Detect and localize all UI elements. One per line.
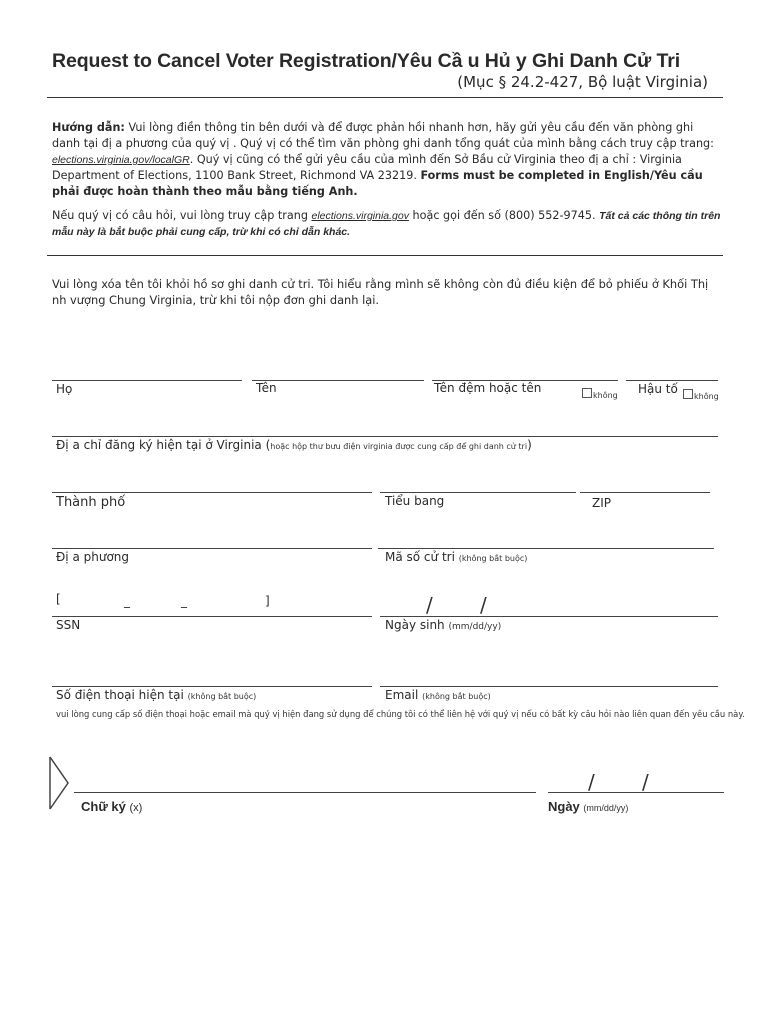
no-middle-checkbox[interactable] [582,383,618,402]
suffix-label: Hậu tố [638,382,678,396]
header-divider [47,97,723,98]
phone-optional: (không bắt buộc) [187,692,257,701]
no-suffix-checkbox[interactable] [683,384,719,403]
required-notice: Tất cả các thông tin trên mẫu này là bắt buộc phải cung cấp, trừ khi có chỉ dẫn khác. [52,210,721,238]
email-field[interactable] [380,686,718,687]
address-field[interactable] [52,436,718,437]
zip-label: ZIP [592,496,611,510]
elections-link[interactable]: elections.virginia.gov [311,210,409,222]
signature-field[interactable] [74,792,536,793]
phone-text: Số điện thoại hiện tại [56,688,184,702]
date-text: Ngày [548,799,580,814]
voter-id-label [385,550,527,564]
voter-id-optional: (không bắt buộc) [458,554,528,563]
last-name-field[interactable] [52,380,242,381]
dob-format: (mm/dd/yy) [448,622,502,632]
locality-label: Đị a phương [56,550,130,564]
first-name-field[interactable] [252,380,424,381]
instructions-text-2: . Quý vị cũng có thể gửi yêu cầu của mình đến Sở Bầu cử Virginia theo đị a chỉ : Virginia Department of Elections, 1100 Bank Street, Richmond VA 23219. [52,153,682,182]
date-slash-2: / [642,770,649,794]
ssn-dash-1: _ [124,594,130,608]
suffix-field[interactable] [626,380,718,381]
signature-x: (x) [129,802,143,814]
sign-here-arrow-icon [48,756,70,810]
instructions-divider [47,255,723,256]
checkbox-icon [582,388,592,398]
locality-field[interactable] [52,548,372,549]
english-requirement: Forms must be completed in English/Yêu cầu phải được hoàn thành theo mẫu bằng tiếng Anh. [52,169,703,198]
state-field[interactable] [380,492,576,493]
date-label [548,799,628,814]
ssn-close-bracket: ] [265,594,270,608]
middle-name-label: Tên đệm hoặc tên [434,381,542,395]
email-text: Email [385,688,419,702]
signature-label [81,799,142,814]
voter-id-field[interactable] [378,548,714,549]
city-field[interactable] [52,492,372,493]
date-format: (mm/dd/yy) [583,803,629,813]
questions-paragraph [52,208,724,240]
contact-note: vui lòng cung cấp số điện thoại hoặc email mà quý vị hiện đang sử dụng để chúng tôi có thể liên hệ với quý vị nếu có bất kỳ câu hỏi nào liên quan đến yêu cầu này. [56,709,745,719]
ssn-dash-2: _ [181,594,187,608]
phone-label [56,688,256,702]
questions-text: Nếu quý vị có câu hỏi, vui lòng truy cập trang [52,209,312,222]
date-slash-1: / [588,770,595,794]
instructions-paragraph [52,120,724,200]
dob-slash-1: / [426,593,433,617]
form-subtitle: (Mục § 24.2-427, Bộ luật Virginia) [457,73,708,91]
no-suffix-label: không [694,392,719,401]
no-middle-label: không [593,391,618,400]
address-label [56,438,532,452]
address-label-close: ) [527,438,532,452]
last-name-label: Họ [56,382,73,396]
local-registrar-link[interactable]: elections.virginia.gov/localGR [52,154,190,166]
ssn-open-bracket: [ [56,592,61,606]
questions-phone: hoặc gọi đến số (800) 552-9745. [408,209,600,222]
dob-text: Ngày sinh [385,618,445,632]
phone-field[interactable] [52,686,372,687]
checkbox-icon [683,389,693,399]
address-note: hoặc hộp thư bưu điện virginia được cung cấp để ghi danh cử tri [270,442,528,451]
form-title: Request to Cancel Voter Registration/Yêu Cầ u Hủ y Ghi Danh Cử Tri [52,50,681,72]
zip-field[interactable] [580,492,710,493]
instructions-label: Hướng dẫn: [52,121,125,134]
city-label: Thành phố [56,495,126,510]
email-label [385,688,491,702]
signature-text: Chữ ký [81,799,126,814]
instructions-text-1: Vui lòng điền thông tin bên dưới và để được phản hồi nhanh hơn, hãy gửi yêu cầu đến văn phòng ghi danh tại đị a phương của quý vị . Quý vị có thể tìm văn phòng ghi danh tổng quát của mình bằng cách truy cập trang: [52,121,714,150]
signature-date-field[interactable] [548,792,724,793]
cancel-statement: Vui lòng xóa tên tôi khỏi hồ sơ ghi danh cử tri. Tôi hiểu rằng mình sẽ không còn đủ điều kiện để bỏ phiếu ở Khối Thị nh vượng Chung Virginia, trừ khi tôi nộp đơn ghi danh lại. [52,277,709,307]
first-name-label: Tên [256,381,277,395]
address-label-text: Đị a chỉ đăng ký hiện tại ở Virginia ( [56,438,271,452]
dob-label [385,618,501,632]
voter-id-text: Mã số cử tri [385,550,455,564]
email-optional: (không bắt buộc) [422,692,491,701]
state-label: Tiểu bang [385,494,445,508]
ssn-label: SSN [56,618,81,632]
ssn-field[interactable] [52,616,372,617]
dob-slash-2: / [480,593,487,617]
